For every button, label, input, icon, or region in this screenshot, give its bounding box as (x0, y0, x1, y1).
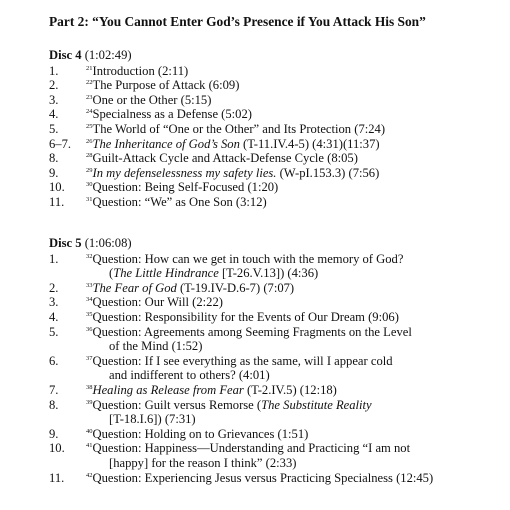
track-row (49, 180, 385, 195)
italic-reference: The Inheritance of God’s Son (92, 136, 240, 151)
disc-4-section (49, 48, 385, 210)
track-row (49, 122, 385, 137)
track-row (49, 383, 433, 398)
track-number: 10. (49, 180, 65, 195)
track-superscript-number: 31 (86, 195, 93, 203)
track-text-segment: The Purpose of Attack (6:09) (92, 78, 240, 93)
italic-reference: In my defenselessness my safety lies. (92, 165, 277, 180)
track-list (49, 252, 433, 486)
track-text-segment: Question: Holding on to Grievances (1:51) (92, 426, 309, 441)
italic-reference: Healing as Release from Fear (92, 382, 244, 397)
track-superscript-number: 33 (86, 281, 93, 289)
track-number: 9. (49, 165, 59, 180)
track-superscript-number: 30 (86, 181, 93, 189)
track-number: 6–7. (49, 136, 72, 151)
track-superscript-number: 38 (86, 383, 93, 391)
track-row (49, 295, 433, 310)
track-number: 1. (49, 63, 59, 78)
part-title: Part 2: “You Cannot Enter God’s Presence if You Attack His Son” (49, 14, 426, 29)
track-superscript-number: 26 (86, 137, 93, 145)
track-superscript-number: 41 (86, 442, 93, 450)
track-number: 8. (49, 397, 59, 412)
track-superscript-number: 21 (86, 64, 93, 72)
track-number: 3. (49, 295, 59, 310)
disc-heading (49, 48, 385, 63)
track-text-segment: [T-26.V.13]) (4:36) (218, 266, 319, 281)
track-title-continuation (86, 368, 433, 383)
track-row (49, 441, 433, 470)
track-text-segment: Question: If I see everything as the same, will I appear cold (92, 353, 393, 368)
track-row (49, 281, 433, 296)
track-title (86, 166, 379, 180)
track-number: 4. (49, 309, 59, 324)
track-superscript-number: 34 (86, 296, 93, 304)
track-number: 8. (49, 151, 59, 166)
track-text-segment: ( (109, 266, 114, 281)
italic-reference: The Substitute Reality (261, 397, 372, 412)
track-text-segment: The World of “One or the Other” and Its Protection (7:24) (92, 121, 386, 136)
track-title (86, 151, 358, 165)
track-number: 11. (49, 470, 65, 485)
track-text-segment: Specialness as a Defense (5:02) (92, 107, 252, 122)
italic-reference: The Little Hindrance (113, 266, 219, 281)
track-title (86, 93, 211, 107)
track-text-segment: (W-pI.153.3) (7:56) (276, 165, 380, 180)
track-title (86, 137, 380, 151)
track-text-segment: Question: “We” as One Son (3:12) (92, 194, 267, 209)
track-title (86, 252, 403, 266)
track-title (86, 427, 308, 441)
track-row (49, 310, 433, 325)
track-title-continuation (86, 412, 433, 427)
track-text-segment: [happy] for the reason I think” (2:33) (109, 455, 297, 470)
track-title-continuation (86, 339, 433, 354)
track-title-continuation (86, 266, 433, 281)
track-row (49, 78, 385, 93)
track-title (86, 78, 239, 92)
track-superscript-number: 42 (86, 471, 93, 479)
track-row (49, 427, 433, 442)
track-row (49, 195, 385, 210)
track-row (49, 107, 385, 122)
disc-label: Disc 4 (49, 48, 82, 62)
track-text-segment: of the Mind (1:52) (109, 339, 203, 354)
track-superscript-number: 23 (86, 93, 93, 101)
track-text-segment: Question: Happiness—Understanding and Practicing “I am not (92, 441, 411, 456)
track-title (86, 471, 433, 485)
track-row (49, 252, 433, 281)
track-superscript-number: 32 (86, 252, 93, 260)
disc-heading (49, 236, 433, 251)
track-text-segment: One or the Other (5:15) (92, 92, 212, 107)
track-title (86, 64, 188, 78)
track-number: 6. (49, 353, 59, 368)
track-title (86, 441, 410, 455)
track-number: 2. (49, 78, 59, 93)
track-superscript-number: 35 (86, 310, 93, 318)
track-row (49, 151, 385, 166)
track-row (49, 93, 385, 108)
track-text-segment: (T-11.IV.4-5) (4:31)(11:37) (239, 136, 380, 151)
track-text-segment: [T-18.I.6]) (7:31) (109, 412, 196, 427)
track-superscript-number: 39 (86, 398, 93, 406)
disc-duration: (1:06:08) (84, 236, 132, 250)
track-superscript-number: 28 (86, 152, 93, 160)
track-title (86, 107, 252, 121)
track-superscript-number: 29 (86, 166, 93, 174)
track-title (86, 398, 372, 412)
track-number: 4. (49, 107, 59, 122)
track-text-segment: Question: Experiencing Jesus versus Practicing Specialness (12:45) (92, 470, 434, 485)
track-text-segment: Question: Being Self-Focused (1:20) (92, 180, 279, 195)
track-superscript-number: 25 (86, 122, 93, 130)
track-text-segment: Question: Guilt versus Remorse ( (92, 397, 262, 412)
track-title (86, 295, 223, 309)
track-number: 11. (49, 194, 65, 209)
track-number: 9. (49, 426, 59, 441)
disc-label: Disc 5 (49, 236, 82, 250)
track-title (86, 354, 393, 368)
track-title (86, 122, 385, 136)
track-row (49, 398, 433, 427)
track-row (49, 325, 433, 354)
track-title (86, 383, 337, 397)
track-superscript-number: 40 (86, 427, 93, 435)
track-superscript-number: 36 (86, 325, 93, 333)
track-number: 5. (49, 324, 59, 339)
track-title-continuation (86, 456, 433, 471)
disc-5-section (49, 236, 433, 485)
track-title (86, 325, 412, 339)
track-text-segment: and indifferent to others? (4:01) (109, 368, 270, 383)
track-text-segment: (T-19.IV-D.6-7) (7:07) (176, 280, 295, 295)
track-text-segment: Question: Agreements among Seeming Fragments on the Level (92, 324, 412, 339)
track-number: 2. (49, 280, 59, 295)
track-title (86, 180, 278, 194)
italic-reference: The Fear of God (92, 280, 177, 295)
track-row (49, 137, 385, 152)
track-text-segment: Introduction (2:11) (92, 63, 189, 78)
track-number: 5. (49, 121, 59, 136)
disc-duration: (1:02:49) (84, 48, 132, 62)
track-title (86, 195, 267, 209)
track-list (49, 64, 385, 210)
track-title (86, 310, 399, 324)
track-row (49, 471, 433, 486)
track-number: 7. (49, 382, 59, 397)
track-text-segment: (T-2.IV.5) (12:18) (243, 382, 337, 397)
track-text-segment: Question: Responsibility for the Events of Our Dream (9:06) (92, 309, 399, 324)
track-row (49, 64, 385, 79)
track-text-segment: Guilt-Attack Cycle and Attack-Defense Cycle (8:05) (92, 151, 358, 166)
track-row (49, 166, 385, 181)
track-text-segment: Question: How can we get in touch with the memory of God? (92, 251, 404, 266)
track-superscript-number: 24 (86, 108, 93, 116)
track-title (86, 281, 294, 295)
track-number: 10. (49, 441, 65, 456)
track-row (49, 354, 433, 383)
track-superscript-number: 37 (86, 354, 93, 362)
track-text-segment: Question: Our Will (2:22) (92, 295, 223, 310)
track-number: 1. (49, 251, 59, 266)
track-number: 3. (49, 92, 59, 107)
track-superscript-number: 22 (86, 79, 93, 87)
